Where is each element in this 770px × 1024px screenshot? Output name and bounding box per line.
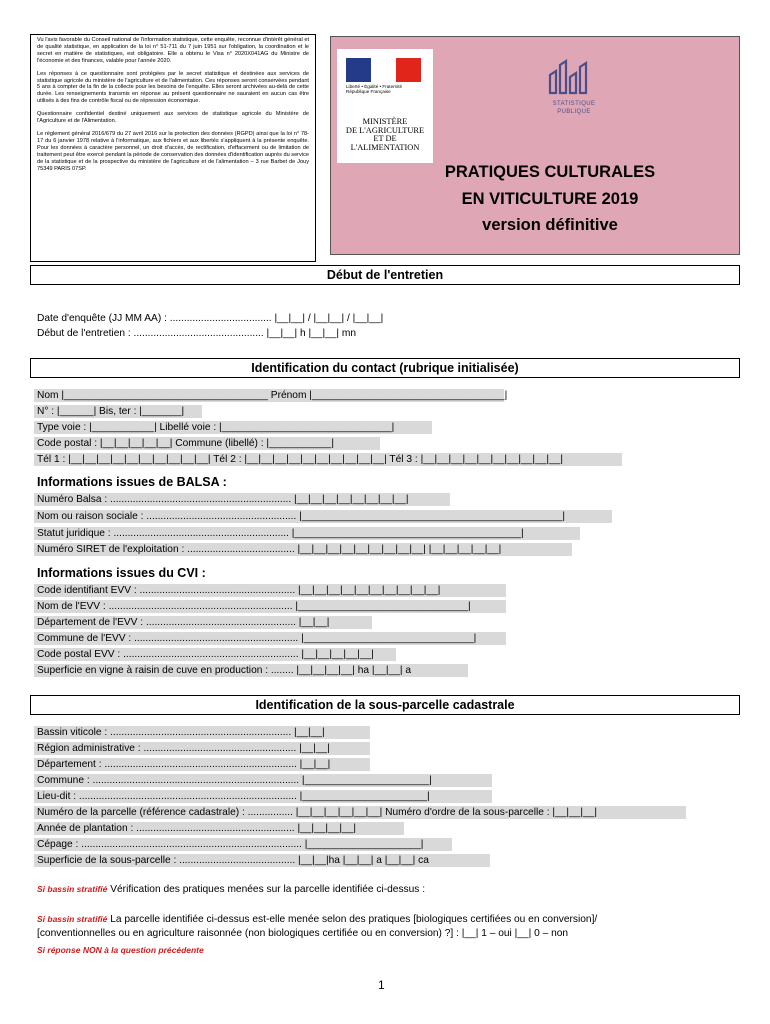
stat-label: STATISTIQUE PUBLIQUE <box>552 101 596 115</box>
legal-notice <box>30 34 316 262</box>
legal-paragraph: Vu l'avis favorable du Conseil national de l'information statistique, cette enquête, reconnue d'intérêt général et de qualité statistique, en application de la loi n° 51-711 du 7 juin 1951 sur l'obligation, la coordination et le secret en matière de statistiques, est obligatoire. Elle a obtenu le Visa n° 2020X041AG du Ministre de l'économie et des finances, valable pour l'année 2020. <box>37 37 309 64</box>
basin-field[interactable]: Bassin viticole : ................................................................ |__|__| <box>37 727 325 738</box>
page-number: 1 <box>378 978 385 992</box>
cvi-area-field[interactable]: Superficie en vigne à raisin de cuve en production : ........ |__|__|__|__| ha |__|__| a <box>37 665 412 676</box>
cvi-postal-field[interactable]: Code postal EVV : .............................................................. |__|__|__|__|__| <box>37 649 374 660</box>
survey-date-field[interactable]: Date d'enquête (JJ MM AA) : .................................... |__|__| / |__|__| / |__|__| <box>37 313 384 324</box>
cvi-evv-code-field[interactable]: Code identifiant EVV : ....................................................... |__|__|__|__|__|__|__|__|__|__| <box>37 585 441 596</box>
organic-question[interactable]: Si bassin stratifié La parcelle identifiée ci-dessus est-elle menée selon des pratiques [biologiques certifiées ou en conversion]/ <box>37 914 598 925</box>
department-field[interactable]: Département : .................................................................... |__|__| <box>37 759 331 770</box>
survey-title-line2: EN VITICULTURE 2019 <box>461 190 639 208</box>
contact-number-field[interactable]: N° : |______| Bis, ter : |_______| <box>37 406 185 417</box>
section-sous-parcelle: Identification de la sous-parcelle cadastrale <box>30 695 740 715</box>
survey-title-line1: PRATIQUES CULTURALES <box>444 163 656 181</box>
contact-street-field[interactable]: Type voie : |___________| Libellé voie : |______________________________| <box>37 422 395 433</box>
balsa-siret-field[interactable]: Numéro SIRET de l'exploitation : ...................................... |__|__|__|__|__|__|__|__|__| |__|__|__|__|__| <box>37 544 502 555</box>
cvi-heading: Informations issues du CVI : <box>37 566 206 580</box>
legal-paragraph: Questionnaire confidentiel destiné uniquement aux services de statistique agricole du Ministère de l'Agriculture et de l'Alimentation. <box>37 111 309 125</box>
section-debut-entretien: Début de l'entretien <box>30 265 740 285</box>
cvi-commune-field[interactable]: Commune de l'EVV : .......................................................... |______________________________| <box>37 633 477 644</box>
ministry-name: MINISTÈRE DE L'AGRICULTURE ET DE L'ALIMENTATION <box>345 117 425 152</box>
grape-variety-field[interactable]: Cépage : .............................................................................. |____________________| <box>37 839 424 850</box>
section-contact: Identification du contact (rubrique initialisée) <box>30 358 740 378</box>
balsa-legal-status-field[interactable]: Statut juridique : .............................................................. |________________________________________| <box>37 528 524 539</box>
region-field[interactable]: Région administrative : ...................................................... |__|__| <box>37 743 330 754</box>
republic-motto: Liberté • Égalité • Fraternité République Française <box>346 84 403 94</box>
subparcel-area-field[interactable]: Superficie de la sous-parcelle : ......................................... |__|__|ha |__|__| a |__|__| ca <box>37 855 429 866</box>
legal-paragraph: Les réponses à ce questionnaire sont protégées par le secret statistique et destinées aux services de statistique agricole du ministère de l'agriculture et de l'alimentation. Ces réponses seront conservées pendant 5 ans à compter de la fin de la collecte pour les besoins de l'enquête. Elles seront archivées au-delà de cette durée. Les renseignements transmis en réponse au présent questionnaire ne sauraient en aucun cas être utilisés à des fins de contrôle fiscal ou de répression économique. <box>37 70 309 105</box>
cvi-evv-name-field[interactable]: Nom de l'EVV : ................................................................. |______________________________| <box>37 601 471 612</box>
contact-phone-field[interactable]: Tél 1 : |__|__|__|__|__|__|__|__|__|__| Tél 2 : |__|__|__|__|__|__|__|__|__|__| Tél 3 : |__|__|__|__|__|__|__|__|__|__| <box>37 454 563 465</box>
contact-postal-field[interactable]: Code postal : |__|__|__|__|__| Commune (libellé) : |___________| <box>37 438 334 449</box>
contact-name-field[interactable]: Nom |____________________________________ Prénom |__________________________________| <box>37 390 508 401</box>
parcel-number-field[interactable]: Numéro de la parcelle (référence cadastrale) : ................ |__|__|__|__|__|__| Numéro d'ordre de la sous-parcelle : |__|__|__| <box>37 807 597 818</box>
balsa-company-field[interactable]: Nom ou raison sociale : ..................................................... |______________________________________________| <box>37 511 566 522</box>
legal-paragraph: Le règlement général 2016/679 du 27 avril 2016 sur la protection des données (RGPD) ainsi que la loi n° 78-17 du 6 janvier 1978 relative à l'informatique, aux fichiers et aux libertés s'appliquent à la présente enquête. Pour les données à caractère personnel, un droit d'accès, de rectification, d'effacement ou de limitation de traitement peut être exercé pendant la période de conservation des données d'identification auprès du service de la statistique et de la prospective du ministère de l'agriculture et de l'alimentation – 3 rue Barbet de Jouy 75349 PARIS 07SP. <box>37 130 309 172</box>
commune-field[interactable]: Commune : ......................................................................... |______________________| <box>37 775 432 786</box>
stratified-check-note: Si bassin stratifié Vérification des pratiques menées sur la parcelle identifiée ci-dessus : <box>37 884 426 895</box>
balsa-number-field[interactable]: Numéro Balsa : ................................................................ |__|__|__|__|__|__|__|__| <box>37 494 409 505</box>
planting-year-field[interactable]: Année de plantation : ........................................................ |__|__|__|__| <box>37 823 357 834</box>
conditional-note: Si réponse NON à la question précédente <box>37 945 204 955</box>
organic-question-options[interactable]: [conventionnelles ou en agriculture raisonnée (non biologiques certifiée ou en conversion) ?] : |__| 1 – oui |__| 0 – non <box>37 928 569 939</box>
interview-start-field[interactable]: Début de l'entretien : .............................................. |__|__| h |__|__| mn <box>37 328 357 339</box>
lieu-dit-field[interactable]: Lieu-dit : ............................................................................. |______________________| <box>37 791 430 802</box>
cvi-department-field[interactable]: Département de l'EVV : ..................................................... |__|__| <box>37 617 330 628</box>
balsa-heading: Informations issues de BALSA : <box>37 475 227 489</box>
survey-title-line3: version définitive <box>482 216 618 234</box>
